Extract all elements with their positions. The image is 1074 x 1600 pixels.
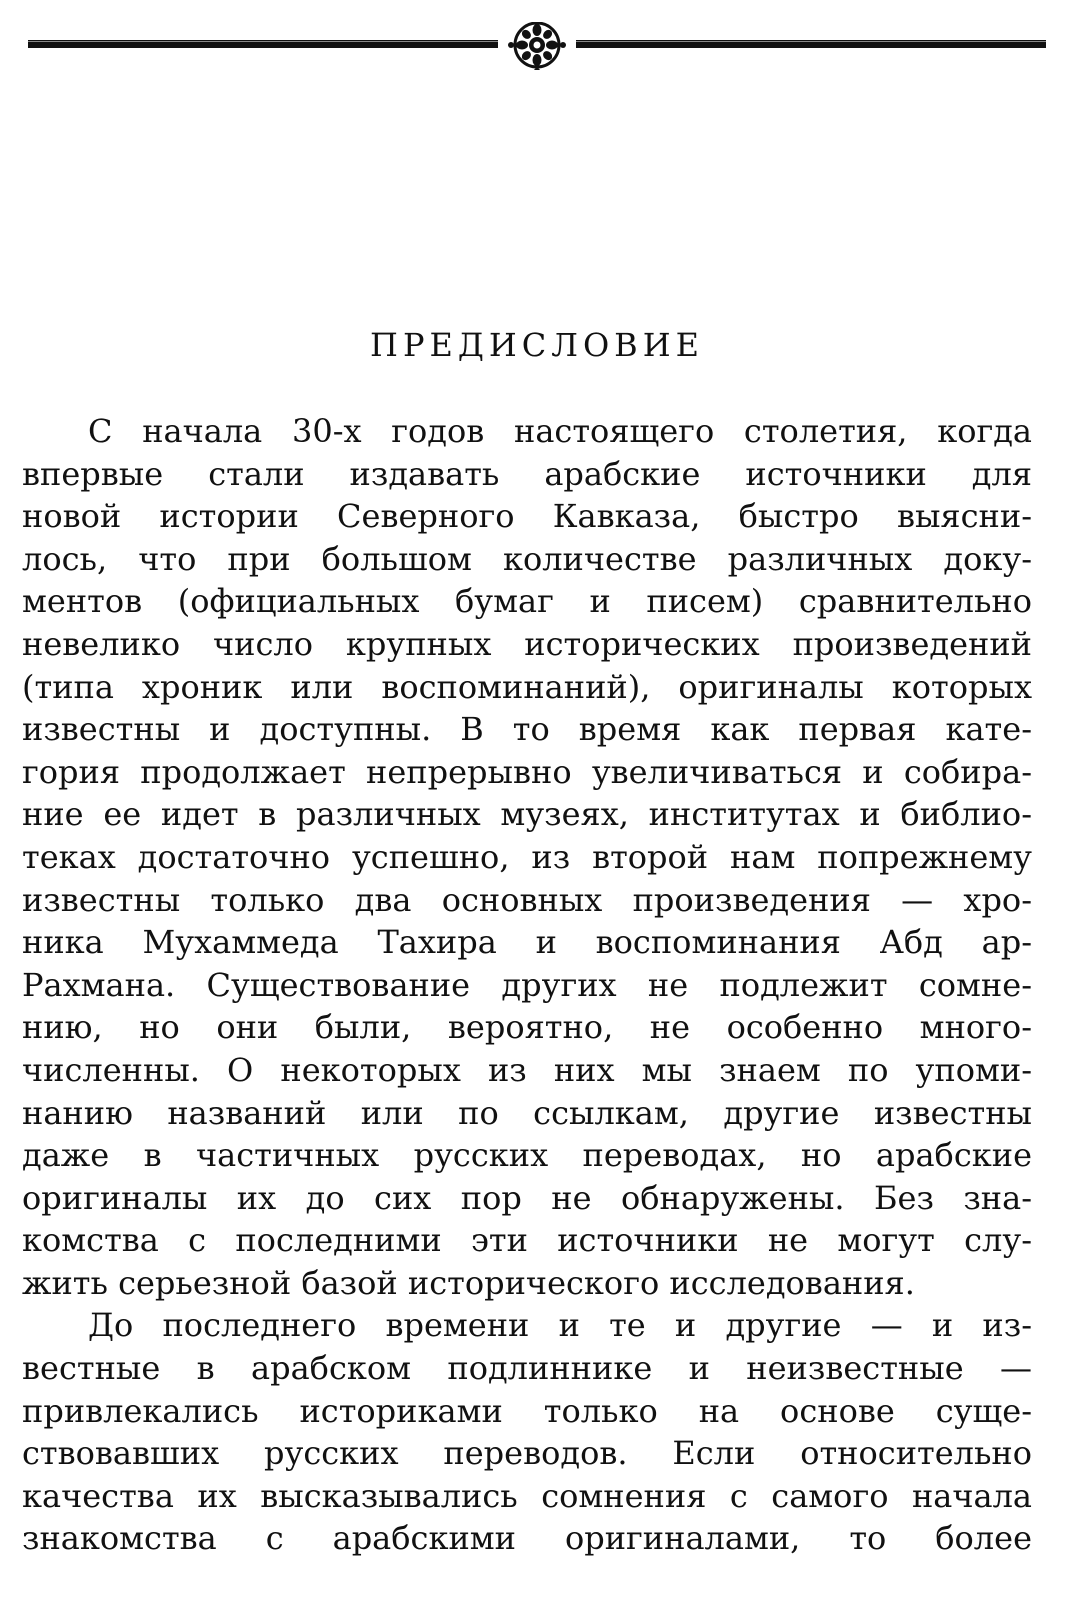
text-line: С начала 30-х годов настоящего столетия, когда	[88, 412, 1032, 450]
text-line: привлекались историками только на основе суще-	[22, 1391, 1032, 1430]
text-line: оригиналы их до сих пор не обнаружены. Без зна-	[22, 1178, 1032, 1217]
text-line: ника Мухаммеда Тахира и воспоминания Абд ар-	[22, 923, 1032, 962]
text-line: комства с последними эти источники не могут слу-	[22, 1221, 1032, 1260]
text-line: вестные в арабском подлиннике и неизвестные —	[22, 1349, 1032, 1388]
text-line: Рахмана. Существование других не подлежит сомне-	[22, 965, 1032, 1004]
floral-rosette-icon	[28, 22, 1046, 70]
text-line: жить серьезной базой исторического исследования.	[22, 1263, 915, 1302]
text-line: ствовавших русских переводов. Если относительно	[22, 1434, 1032, 1473]
text-line: известны и доступны. В то время как первая кате-	[22, 710, 1032, 749]
text-line: даже в частичных русских переводах, но арабские	[22, 1136, 1032, 1175]
text-line: ментов (официальных бумаг и писем) сравнительно	[22, 582, 1032, 621]
text-line: численны. О некоторых из них мы знаем по упоми-	[22, 1050, 1032, 1089]
text-line: нию, но они были, вероятно, не особенно много-	[22, 1008, 1032, 1047]
text-line: знакомства с арабскими оригиналами, то более	[22, 1519, 1032, 1558]
text-line: До последнего времени и те и другие — и из-	[88, 1306, 1032, 1345]
text-line: нанию названий или по ссылкам, другие известны	[22, 1093, 1032, 1132]
text-line: новой истории Северного Кавказа, быстро выясни-	[22, 497, 1032, 536]
text-line: впервые стали издавать арабские источники для	[22, 454, 1032, 493]
page-title: ПРЕДИСЛОВИЕ	[370, 326, 704, 364]
text-line: (типа хроник или воспоминаний), оригиналы которых	[22, 667, 1032, 706]
text-line: известны только два основных произведения — хро-	[22, 880, 1032, 919]
headpiece-ornament	[28, 22, 1046, 70]
text-line: лось, что при большом количестве различных доку-	[22, 539, 1032, 578]
text-line: качества их высказывались сомнения с самого начала	[22, 1476, 1032, 1515]
preface-text	[22, 410, 1032, 1560]
text-line: ние ее идет в различных музеях, институтах и библио-	[22, 795, 1032, 834]
text-line: невелико число крупных исторических произведений	[22, 624, 1032, 663]
text-line: гория продолжает непрерывно увеличиваться и собира-	[22, 752, 1032, 791]
text-line: теках достаточно успешно, из второй нам попрежнему	[22, 837, 1032, 876]
